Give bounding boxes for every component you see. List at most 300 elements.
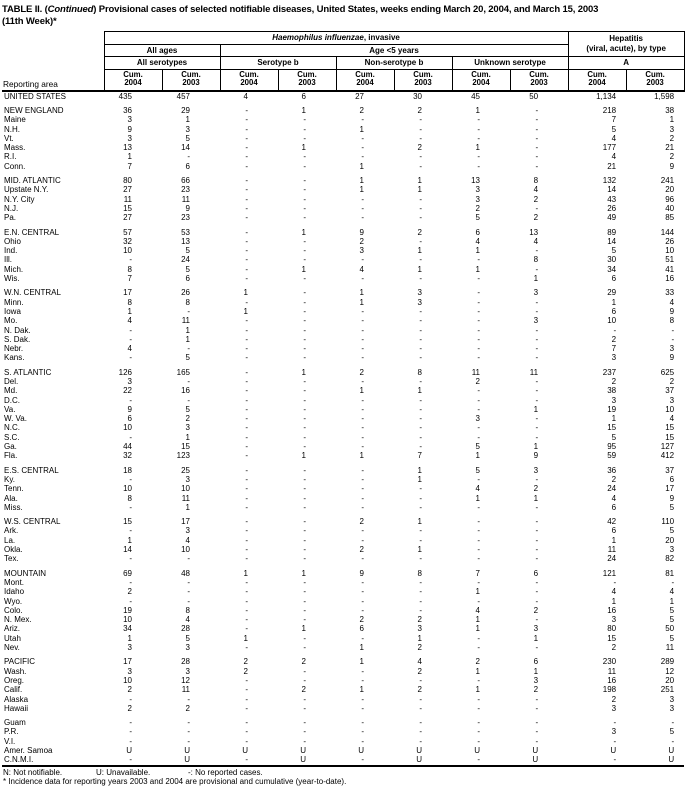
value-cell: 9: [359, 227, 364, 237]
value-cell: 10: [123, 675, 132, 685]
value-cell: 3: [611, 703, 617, 713]
value-cell: 412: [660, 451, 675, 461]
value-cell: 1: [533, 404, 539, 414]
value-cell: -: [245, 124, 248, 134]
reporting-area-cell: Mo.: [4, 316, 18, 326]
reporting-area-cell: Mich.: [4, 264, 24, 274]
value-cell: 3: [611, 395, 617, 405]
value-cell: -: [245, 675, 248, 685]
value-cell: -: [245, 535, 248, 545]
value-cell: -: [477, 545, 480, 555]
table-row: [2, 643, 684, 652]
value-cell: 11: [181, 194, 190, 204]
value-cell: -: [245, 442, 248, 452]
value-cell: 41: [665, 264, 675, 274]
value-cell: -: [303, 493, 306, 503]
value-cell: 1: [417, 517, 422, 527]
value-cell: 6: [611, 526, 617, 536]
value-cell: -: [303, 414, 306, 424]
value-cell: -: [419, 727, 422, 737]
value-cell: -: [187, 377, 190, 386]
value-cell: 251: [660, 685, 675, 695]
value-cell: 1: [475, 143, 480, 153]
value-cell: -: [535, 203, 539, 213]
value-cell: -: [245, 255, 248, 265]
value-cell: 9: [185, 203, 190, 213]
value-cell: -: [129, 694, 132, 704]
value-cell: 3: [417, 288, 422, 298]
reporting-area-cell: La.: [4, 535, 16, 545]
value-cell: 4: [185, 535, 190, 545]
value-cell: -: [303, 386, 306, 396]
value-cell: 1: [533, 666, 539, 676]
value-cell: -: [129, 554, 132, 564]
value-cell: -: [187, 306, 190, 316]
value-cell: 1,598: [654, 91, 675, 101]
value-cell: -: [303, 587, 306, 597]
header-hep-a: A: [568, 57, 684, 70]
value-cell: 14: [123, 545, 132, 555]
value-cell: -: [419, 484, 422, 494]
value-cell: 3: [127, 666, 132, 676]
value-cell: -: [419, 344, 422, 354]
value-cell: -: [303, 236, 306, 246]
table-row: [2, 162, 684, 171]
value-cell: U: [184, 755, 190, 765]
value-cell: -: [535, 306, 539, 316]
value-cell: 15: [665, 432, 675, 442]
value-cell: 5: [185, 264, 190, 274]
reporting-area-cell: Colo.: [4, 605, 23, 615]
table-row: [2, 685, 684, 694]
value-cell: -: [477, 535, 480, 545]
value-cell: 4: [611, 587, 617, 597]
reporting-area-cell: Ind.: [4, 246, 18, 256]
value-cell: -: [419, 152, 422, 162]
value-cell: -: [129, 755, 132, 765]
value-cell: -: [245, 545, 248, 555]
value-cell: -: [303, 115, 306, 125]
value-cell: -: [361, 675, 364, 685]
value-cell: 2: [359, 105, 364, 115]
value-cell: -: [303, 124, 306, 134]
value-cell: 7: [611, 344, 617, 354]
value-cell: 13: [123, 143, 132, 153]
value-cell: -: [419, 423, 422, 433]
value-cell: -: [245, 517, 248, 527]
value-cell: 5: [475, 442, 480, 452]
value-cell: -: [245, 236, 248, 246]
value-cell: -: [361, 554, 364, 564]
value-cell: 13: [181, 236, 190, 246]
value-cell: -: [245, 502, 248, 512]
value-cell: 1: [185, 334, 190, 344]
value-cell: 3: [417, 624, 422, 634]
value-cell: 3: [127, 133, 132, 143]
value-cell: -: [303, 297, 306, 307]
reporting-area-cell: Oreg.: [4, 675, 25, 685]
value-cell: U: [242, 745, 248, 755]
value-cell: -: [361, 316, 364, 326]
value-cell: 2: [669, 152, 675, 162]
value-cell: 6: [185, 161, 190, 171]
value-cell: 1: [669, 596, 675, 606]
reporting-area-cell: Del.: [4, 377, 19, 386]
value-cell: -: [535, 297, 539, 307]
value-cell: 6: [533, 568, 539, 578]
value-cell: -: [245, 143, 248, 153]
value-cell: 3: [185, 526, 190, 536]
table-title-line1: TABLE II. (Continued) Provisional cases of selected notifiable diseases, United States, weeks ending March 20, 2004, and March 15, 2003: [2, 4, 599, 15]
value-cell: 15: [665, 423, 675, 433]
value-cell: 126: [118, 367, 132, 377]
table-row: [2, 246, 684, 255]
value-cell: 5: [669, 526, 675, 536]
value-cell: -: [535, 502, 539, 512]
value-cell: -: [535, 377, 539, 386]
value-cell: -: [613, 718, 617, 728]
value-cell: 6: [127, 414, 132, 424]
reporting-area-cell: N.C.: [4, 423, 20, 433]
value-cell: 8: [127, 264, 132, 274]
value-cell: 5: [669, 605, 675, 615]
reporting-area-cell: W.S. CENTRAL: [4, 517, 61, 527]
value-cell: 3: [127, 643, 132, 653]
table-row: [2, 718, 684, 727]
col-header-cum-2003: Cum. 2003: [162, 69, 220, 91]
value-cell: -: [245, 451, 248, 461]
value-cell: -: [477, 577, 480, 587]
table-title-line2: (11th Week)*: [2, 15, 57, 27]
value-cell: -: [129, 325, 132, 335]
value-cell: 1: [359, 288, 364, 298]
value-cell: -: [245, 152, 248, 162]
value-cell: -: [613, 755, 617, 765]
value-cell: 6: [185, 274, 190, 284]
value-cell: -: [535, 161, 539, 171]
value-cell: 1: [475, 624, 480, 634]
table-row: [2, 442, 684, 451]
value-cell: -: [535, 736, 539, 746]
value-cell: 1: [301, 264, 306, 274]
value-cell: -: [535, 344, 539, 354]
col-header-cum-2003: Cum. 2003: [278, 69, 336, 91]
value-cell: 8: [533, 176, 539, 186]
value-cell: -: [187, 152, 190, 162]
value-cell: 7: [127, 161, 132, 171]
value-cell: -: [535, 577, 539, 587]
value-cell: 25: [181, 465, 190, 475]
value-cell: 17: [123, 288, 132, 298]
table-row: [2, 494, 684, 503]
value-cell: 89: [607, 227, 617, 237]
value-cell: -: [535, 133, 539, 143]
value-cell: 1: [475, 685, 480, 695]
value-cell: -: [303, 605, 306, 615]
value-cell: -: [477, 727, 480, 737]
value-cell: 5: [611, 124, 617, 134]
value-cell: -: [419, 325, 422, 335]
value-cell: -: [303, 442, 306, 452]
value-cell: 8: [417, 568, 422, 578]
value-cell: -: [613, 325, 617, 335]
value-cell: -: [477, 386, 480, 396]
value-cell: U: [358, 745, 364, 755]
value-cell: -: [361, 666, 364, 676]
value-cell: 96: [665, 194, 675, 204]
value-cell: -: [303, 526, 306, 536]
value-cell: 85: [665, 213, 675, 223]
value-cell: -: [187, 736, 190, 746]
value-cell: 10: [665, 404, 675, 414]
value-cell: 17: [123, 657, 132, 667]
reporting-area-cell: N. Dak.: [4, 325, 31, 335]
table-row: [2, 91, 684, 101]
table-row: [2, 195, 684, 204]
value-cell: 11: [181, 493, 190, 503]
table-row: [2, 569, 684, 578]
value-cell: 2: [127, 685, 132, 695]
table-row: [2, 606, 684, 615]
table-row: [2, 386, 684, 395]
table-row: [2, 755, 684, 765]
value-cell: -: [187, 596, 190, 606]
value-cell: -: [303, 404, 306, 414]
value-cell: -: [361, 587, 364, 597]
value-cell: 4: [417, 657, 422, 667]
table-row: [2, 237, 684, 246]
value-cell: 10: [181, 545, 190, 555]
value-cell: -: [187, 554, 190, 564]
value-cell: -: [535, 246, 539, 256]
value-cell: -: [477, 288, 480, 298]
value-cell: -: [419, 115, 422, 125]
value-cell: -: [129, 736, 132, 746]
value-cell: -: [245, 264, 248, 274]
value-cell: -: [419, 414, 422, 424]
value-cell: -: [535, 615, 539, 625]
value-cell: 5: [475, 213, 480, 223]
value-cell: -: [419, 255, 422, 265]
value-cell: -: [419, 133, 422, 143]
value-cell: -: [303, 334, 306, 344]
value-cell: 9: [669, 493, 675, 503]
footnotes: [2, 768, 684, 787]
value-cell: -: [477, 643, 480, 653]
value-cell: -: [303, 255, 306, 265]
value-cell: -: [303, 736, 306, 746]
value-cell: 5: [185, 133, 190, 143]
value-cell: -: [419, 395, 422, 405]
value-cell: 2: [185, 703, 190, 713]
value-cell: 9: [669, 161, 675, 171]
value-cell: 1: [417, 474, 422, 484]
value-cell: -: [245, 577, 248, 587]
reporting-area-cell: Conn.: [4, 161, 26, 171]
value-cell: 121: [602, 568, 617, 578]
value-cell: -: [535, 152, 539, 162]
value-cell: 2: [533, 194, 539, 204]
value-cell: -: [129, 353, 132, 363]
value-cell: -: [361, 255, 364, 265]
value-cell: 3: [669, 344, 675, 354]
value-cell: 3: [669, 124, 675, 134]
value-cell: -: [477, 297, 480, 307]
value-cell: -: [245, 493, 248, 503]
reporting-area-cell: Iowa: [4, 306, 21, 316]
value-cell: 5: [185, 633, 190, 643]
value-cell: -: [245, 432, 248, 442]
value-cell: 3: [127, 115, 132, 125]
reporting-area-cell: Vt.: [4, 133, 14, 143]
value-cell: -: [303, 133, 306, 143]
table-row: [2, 307, 684, 316]
value-cell: 28: [181, 624, 190, 634]
value-cell: 3: [611, 615, 617, 625]
header-row-cum: [2, 69, 684, 91]
value-cell: 1: [185, 325, 190, 335]
value-cell: 11: [607, 545, 617, 555]
value-cell: -: [245, 605, 248, 615]
value-cell: 1: [127, 306, 132, 316]
value-cell: 19: [607, 404, 617, 414]
value-cell: 82: [665, 554, 675, 564]
value-cell: 6: [611, 306, 617, 316]
value-cell: -: [245, 727, 248, 737]
value-cell: 1: [301, 624, 306, 634]
value-cell: 1: [185, 115, 190, 125]
table-row: [2, 335, 684, 344]
value-cell: -: [245, 274, 248, 284]
reporting-area-cell: Calif.: [4, 685, 23, 695]
value-cell: -: [303, 577, 306, 587]
value-cell: 457: [176, 91, 190, 101]
value-cell: -: [303, 288, 306, 298]
value-cell: 2: [301, 657, 306, 667]
value-cell: 2: [127, 587, 132, 597]
value-cell: 2: [533, 484, 539, 494]
table-row: [2, 578, 684, 587]
reporting-area-cell: Nev.: [4, 643, 20, 653]
value-cell: -: [245, 615, 248, 625]
value-cell: -: [303, 344, 306, 354]
value-cell: -: [535, 395, 539, 405]
value-cell: -: [361, 353, 364, 363]
value-cell: -: [419, 432, 422, 442]
value-cell: 6: [533, 657, 539, 667]
value-cell: 1: [185, 432, 190, 442]
value-cell: 218: [602, 105, 617, 115]
value-cell: -: [535, 386, 539, 396]
value-cell: 110: [661, 517, 675, 527]
value-cell: 1: [359, 124, 364, 134]
value-cell: 8: [185, 605, 190, 615]
table-row: [2, 213, 684, 222]
value-cell: -: [245, 115, 248, 125]
value-cell: -: [419, 703, 422, 713]
reporting-area-cell: NEW ENGLAND: [4, 105, 64, 115]
reporting-area-cell: W.N. CENTRAL: [4, 288, 61, 298]
value-cell: -: [303, 615, 306, 625]
value-cell: -: [187, 587, 190, 597]
value-cell: -: [419, 442, 422, 452]
reporting-area-cell: D.C.: [4, 395, 20, 405]
reporting-area-cell: S.C.: [4, 432, 20, 442]
value-cell: 38: [665, 105, 675, 115]
value-cell: -: [303, 185, 306, 195]
col-header-cum-2003: Cum. 2003: [394, 69, 452, 91]
value-cell: 1: [475, 451, 480, 461]
value-cell: 1: [359, 685, 364, 695]
col-header-cum-2004: Cum. 2004: [220, 69, 278, 91]
value-cell: -: [303, 727, 306, 737]
value-cell: 1: [533, 442, 539, 452]
value-cell: 7: [611, 115, 617, 125]
value-cell: 2: [611, 643, 617, 653]
value-cell: 44: [123, 442, 132, 452]
value-cell: 11: [181, 685, 190, 695]
value-cell: -: [535, 727, 539, 737]
value-cell: -: [477, 274, 480, 284]
value-cell: U: [416, 745, 422, 755]
value-cell: 10: [123, 423, 132, 433]
value-cell: 1: [417, 264, 422, 274]
value-cell: -: [245, 176, 248, 186]
value-cell: 26: [181, 288, 190, 298]
table-row: [2, 344, 684, 353]
value-cell: 177: [602, 143, 617, 153]
table-row: [2, 326, 684, 335]
value-cell: 49: [607, 213, 617, 223]
table-row: [2, 536, 684, 545]
value-cell: 2: [475, 203, 480, 213]
value-cell: 38: [607, 386, 617, 396]
value-cell: -: [477, 161, 480, 171]
header-unknown-serotype: Unknown serotype: [452, 57, 568, 70]
value-cell: 1: [611, 535, 617, 545]
value-cell: -: [245, 554, 248, 564]
table-row: [2, 176, 684, 185]
value-cell: -: [303, 484, 306, 494]
value-cell: -: [361, 484, 364, 494]
value-cell: 80: [607, 624, 617, 634]
value-cell: -: [671, 718, 675, 728]
value-cell: 2: [417, 685, 422, 695]
table-row: [2, 255, 684, 264]
value-cell: -: [303, 718, 306, 728]
value-cell: -: [245, 395, 248, 405]
value-cell: 1: [417, 176, 422, 186]
value-cell: 36: [607, 465, 617, 475]
value-cell: 9: [669, 306, 675, 316]
value-cell: -: [477, 718, 480, 728]
value-cell: 1: [185, 502, 190, 512]
value-cell: 4: [669, 297, 675, 307]
value-cell: -: [477, 395, 480, 405]
reporting-area-cell: Ohio: [4, 236, 21, 246]
value-cell: -: [535, 703, 539, 713]
value-cell: -: [477, 736, 480, 746]
value-cell: -: [361, 442, 364, 452]
value-cell: 2: [669, 377, 675, 386]
value-cell: 1: [359, 643, 364, 653]
value-cell: 21: [665, 143, 675, 153]
table-row: [2, 545, 684, 554]
value-cell: 4: [611, 493, 617, 503]
value-cell: -: [671, 736, 675, 746]
value-cell: 1: [475, 246, 480, 256]
value-cell: 10: [123, 615, 132, 625]
